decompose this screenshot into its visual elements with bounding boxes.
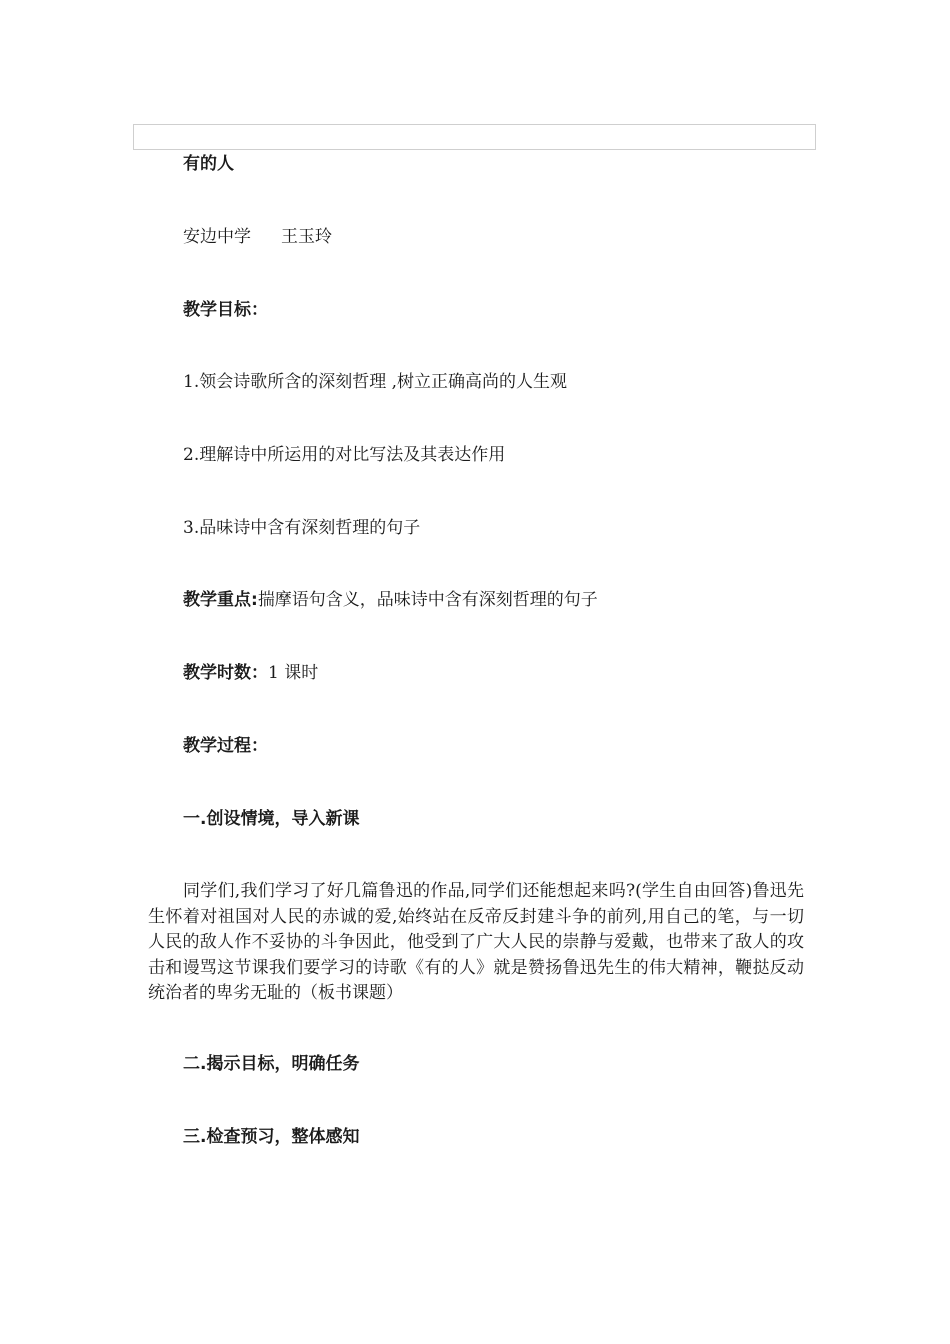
key-point-label: 教学重点: [183, 590, 258, 610]
author-school: 安边中学 [183, 227, 251, 247]
document-title: 有的人 [183, 154, 234, 174]
key-point-line [183, 589, 598, 611]
duration-text: 1 课时 [268, 663, 319, 683]
header-frame [133, 124, 816, 150]
step3-heading: 三.检查预习，整体感知 [183, 1127, 360, 1147]
objective-item-3: 3.品味诗中含有深刻哲理的句子 [183, 518, 421, 538]
step1-heading: 一.创设情境，导入新课 [183, 809, 360, 829]
author-line [183, 226, 332, 248]
objective-item-1: 1.领会诗歌所含的深刻哲理 ,树立正确高尚的人生观 [183, 372, 568, 392]
author-name: 王玉玲 [281, 227, 332, 247]
objective-item-2: 2.理解诗中所运用的对比写法及其表达作用 [183, 445, 506, 465]
process-heading: 教学过程： [183, 736, 268, 756]
duration-label: 教学时数： [183, 663, 268, 683]
duration-line [183, 662, 318, 684]
objectives-heading: 教学目标： [183, 300, 268, 320]
key-point-text: 揣摩语句含义，品味诗中含有深刻哲理的句子 [257, 590, 598, 610]
step1-paragraph: 同学们,我们学习了好几篇鲁迅的作品,同学们还能想起来吗?(学生自由回答)鲁迅先生怀着对祖国对人民的赤诚的爱,始终站在反帝反封建斗争的前列,用自己的笔，与一切人民的敌人作不妥协的斗争因此，他受到了广大人民的崇静与爱戴，也带来了敌人的攻击和谩骂这节课我们要学习的诗歌《有的人》就是赞扬鲁迅先生的伟大精神，鞭挞反动统治者的卑劣无耻的（板书课题） [148, 881, 804, 1003]
step2-heading: 二.揭示目标，明确任务 [183, 1054, 360, 1074]
